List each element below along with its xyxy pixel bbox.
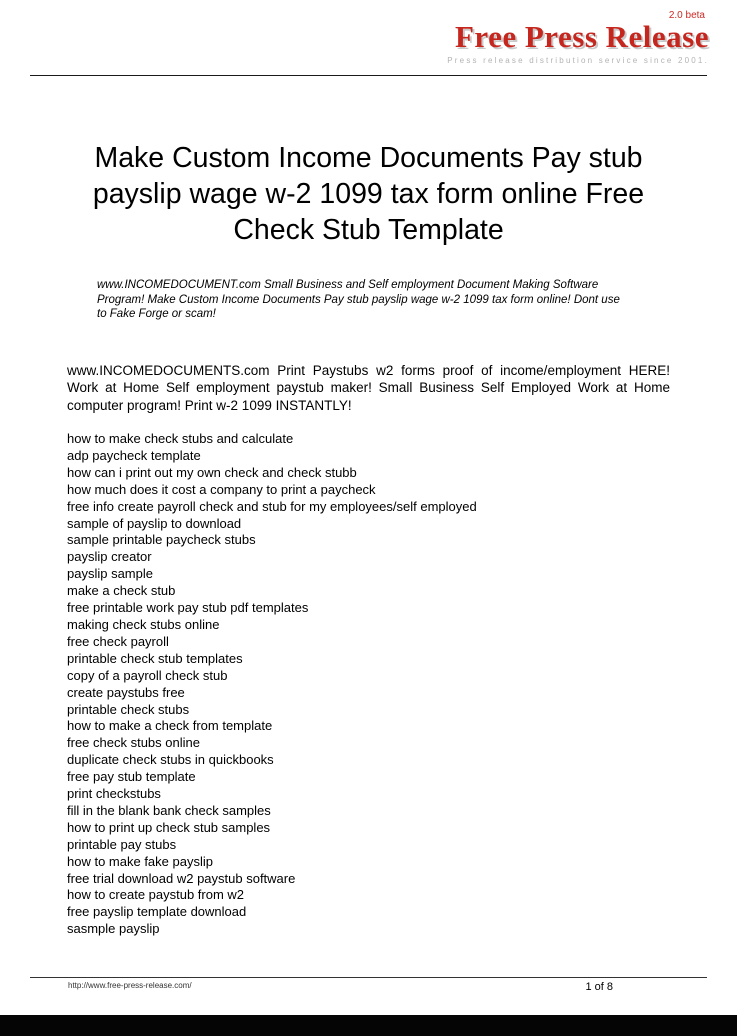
version-label: 2.0 beta [668,10,705,21]
source-url: http://www.free-press-release.com/ [68,981,192,990]
free-press-release-logo: Free Press Release [454,19,709,54]
keyword-line: free trial download w2 paystub software [67,870,296,886]
keyword-line: how much does it cost a company to print a paycheck [67,481,376,497]
keyword-line: free check payroll [67,633,169,649]
keyword-line: printable check stubs [67,701,190,717]
body-paragraph: www.INCOMEDOCUMENTS.com Print Paystubs w2 forms proof of income/employment HERE! Work at Home Self employment paystub maker! Small Business Self Employed Work at Home computer program! Print w-2 1099 INSTANTLY! [67,362,670,413]
keyword-line: free printable work pay stub pdf templates [67,600,309,616]
keyword-line: create paystubs free [67,684,185,700]
keyword-line: how to create paystub from w2 [67,887,245,903]
bottom-black-bar [0,1015,737,1036]
keyword-line: printable pay stubs [67,836,177,852]
keyword-line: how to print up check stub samples [67,819,271,835]
keyword-line: sasmple payslip [67,921,160,937]
keyword-line: copy of a payroll check stub [67,667,228,683]
keyword-line: free info create payroll check and stub for my employees/self employed [67,498,477,514]
page-title: Make Custom Income Documents Pay stub payslip wage w-2 1099 tax form online Free Check Stub Template [92,142,645,246]
keyword-line: duplicate check stubs in quickbooks [67,752,274,768]
header [0,0,737,66]
header-divider [30,75,707,76]
keyword-line: sample printable paycheck stubs [67,532,256,548]
keyword-line: sample of payslip to download [67,515,242,531]
footer [30,977,707,993]
keyword-line: fill in the blank bank check samples [67,802,271,818]
keyword-line: print checkstubs [67,786,161,802]
keyword-line: how to make fake payslip [67,853,213,869]
keyword-line: how to make a check from template [67,718,273,734]
press-release-summary: www.INCOMEDOCUMENT.com Small Business and Self employment Document Making Software Program! Make Custom Income Documents Pay stub payslip wage w-2 1099 tax form online! Dont use to Fake Forge or scam! [97,279,620,320]
keyword-line: adp paycheck template [67,447,201,463]
keyword-line: free pay stub template [67,769,196,785]
keyword-line: free check stubs online [67,735,200,751]
page-number: 1 of 8 [585,981,613,993]
keyword-list [67,431,670,938]
keyword-line: free payslip template download [67,904,247,920]
keyword-line: how can i print out my own check and check stubb [67,464,357,480]
keyword-line: printable check stub templates [67,650,243,666]
keyword-line: make a check stub [67,583,176,599]
keyword-line: how to make check stubs and calculate [67,431,294,446]
logo-tagline: Press release distribution service since 2001. [447,56,709,65]
keyword-line: making check stubs online [67,616,220,632]
keyword-line: payslip sample [67,566,153,582]
keyword-line: payslip creator [67,549,152,565]
